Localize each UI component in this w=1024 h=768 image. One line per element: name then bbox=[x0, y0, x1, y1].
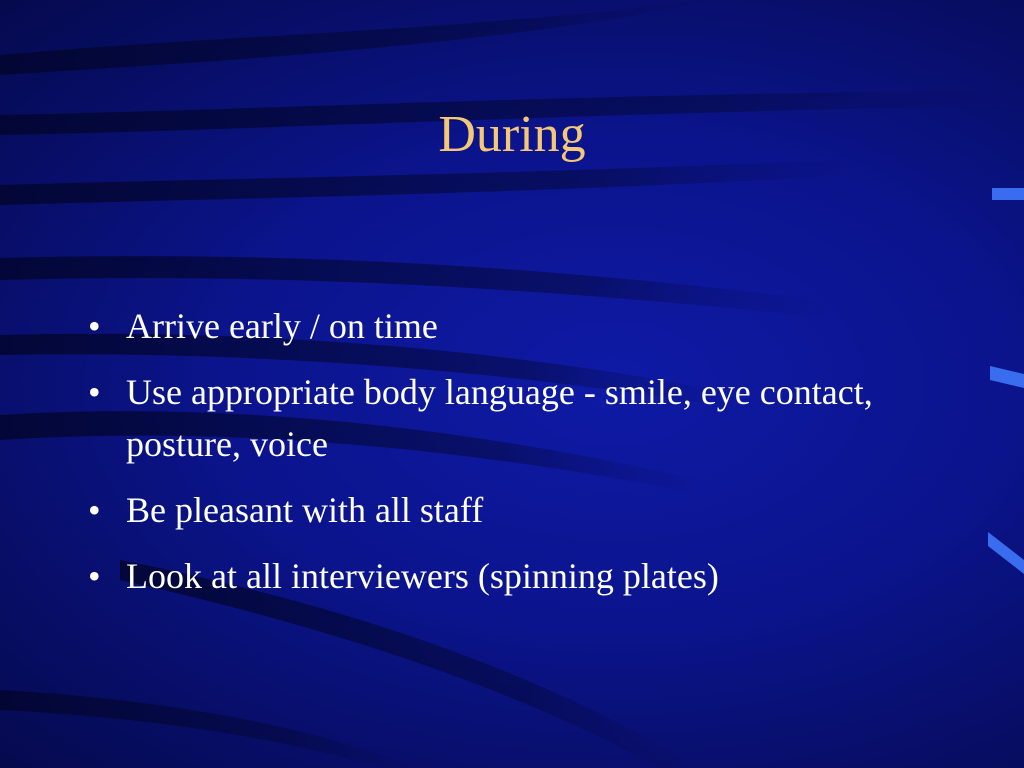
accent-stripe-1 bbox=[992, 188, 1024, 200]
bullet-text: Arrive early / on time bbox=[126, 306, 438, 346]
bullet-text: Be pleasant with all staff bbox=[126, 490, 484, 530]
swoosh-1 bbox=[0, 0, 720, 75]
accent-stripe-2 bbox=[990, 366, 1024, 388]
bullet-item bbox=[80, 300, 960, 352]
swoosh-8 bbox=[0, 690, 420, 768]
bullet-text: Look at all interviewers (spinning plates) bbox=[126, 556, 719, 596]
bullet-item bbox=[80, 550, 960, 602]
bullet-list bbox=[80, 300, 960, 616]
bullet-marker: • bbox=[88, 372, 101, 412]
bullet-text: Use appropriate body language - smile, eye contact, posture, voice bbox=[126, 372, 873, 464]
accent-stripe-3 bbox=[988, 532, 1024, 574]
bullet-marker: • bbox=[88, 556, 101, 596]
bullet-item bbox=[80, 484, 960, 536]
slide-title: During bbox=[438, 106, 586, 163]
bullet-marker: • bbox=[88, 490, 101, 530]
bullet-item bbox=[80, 366, 960, 470]
bullet-marker: • bbox=[88, 306, 101, 346]
